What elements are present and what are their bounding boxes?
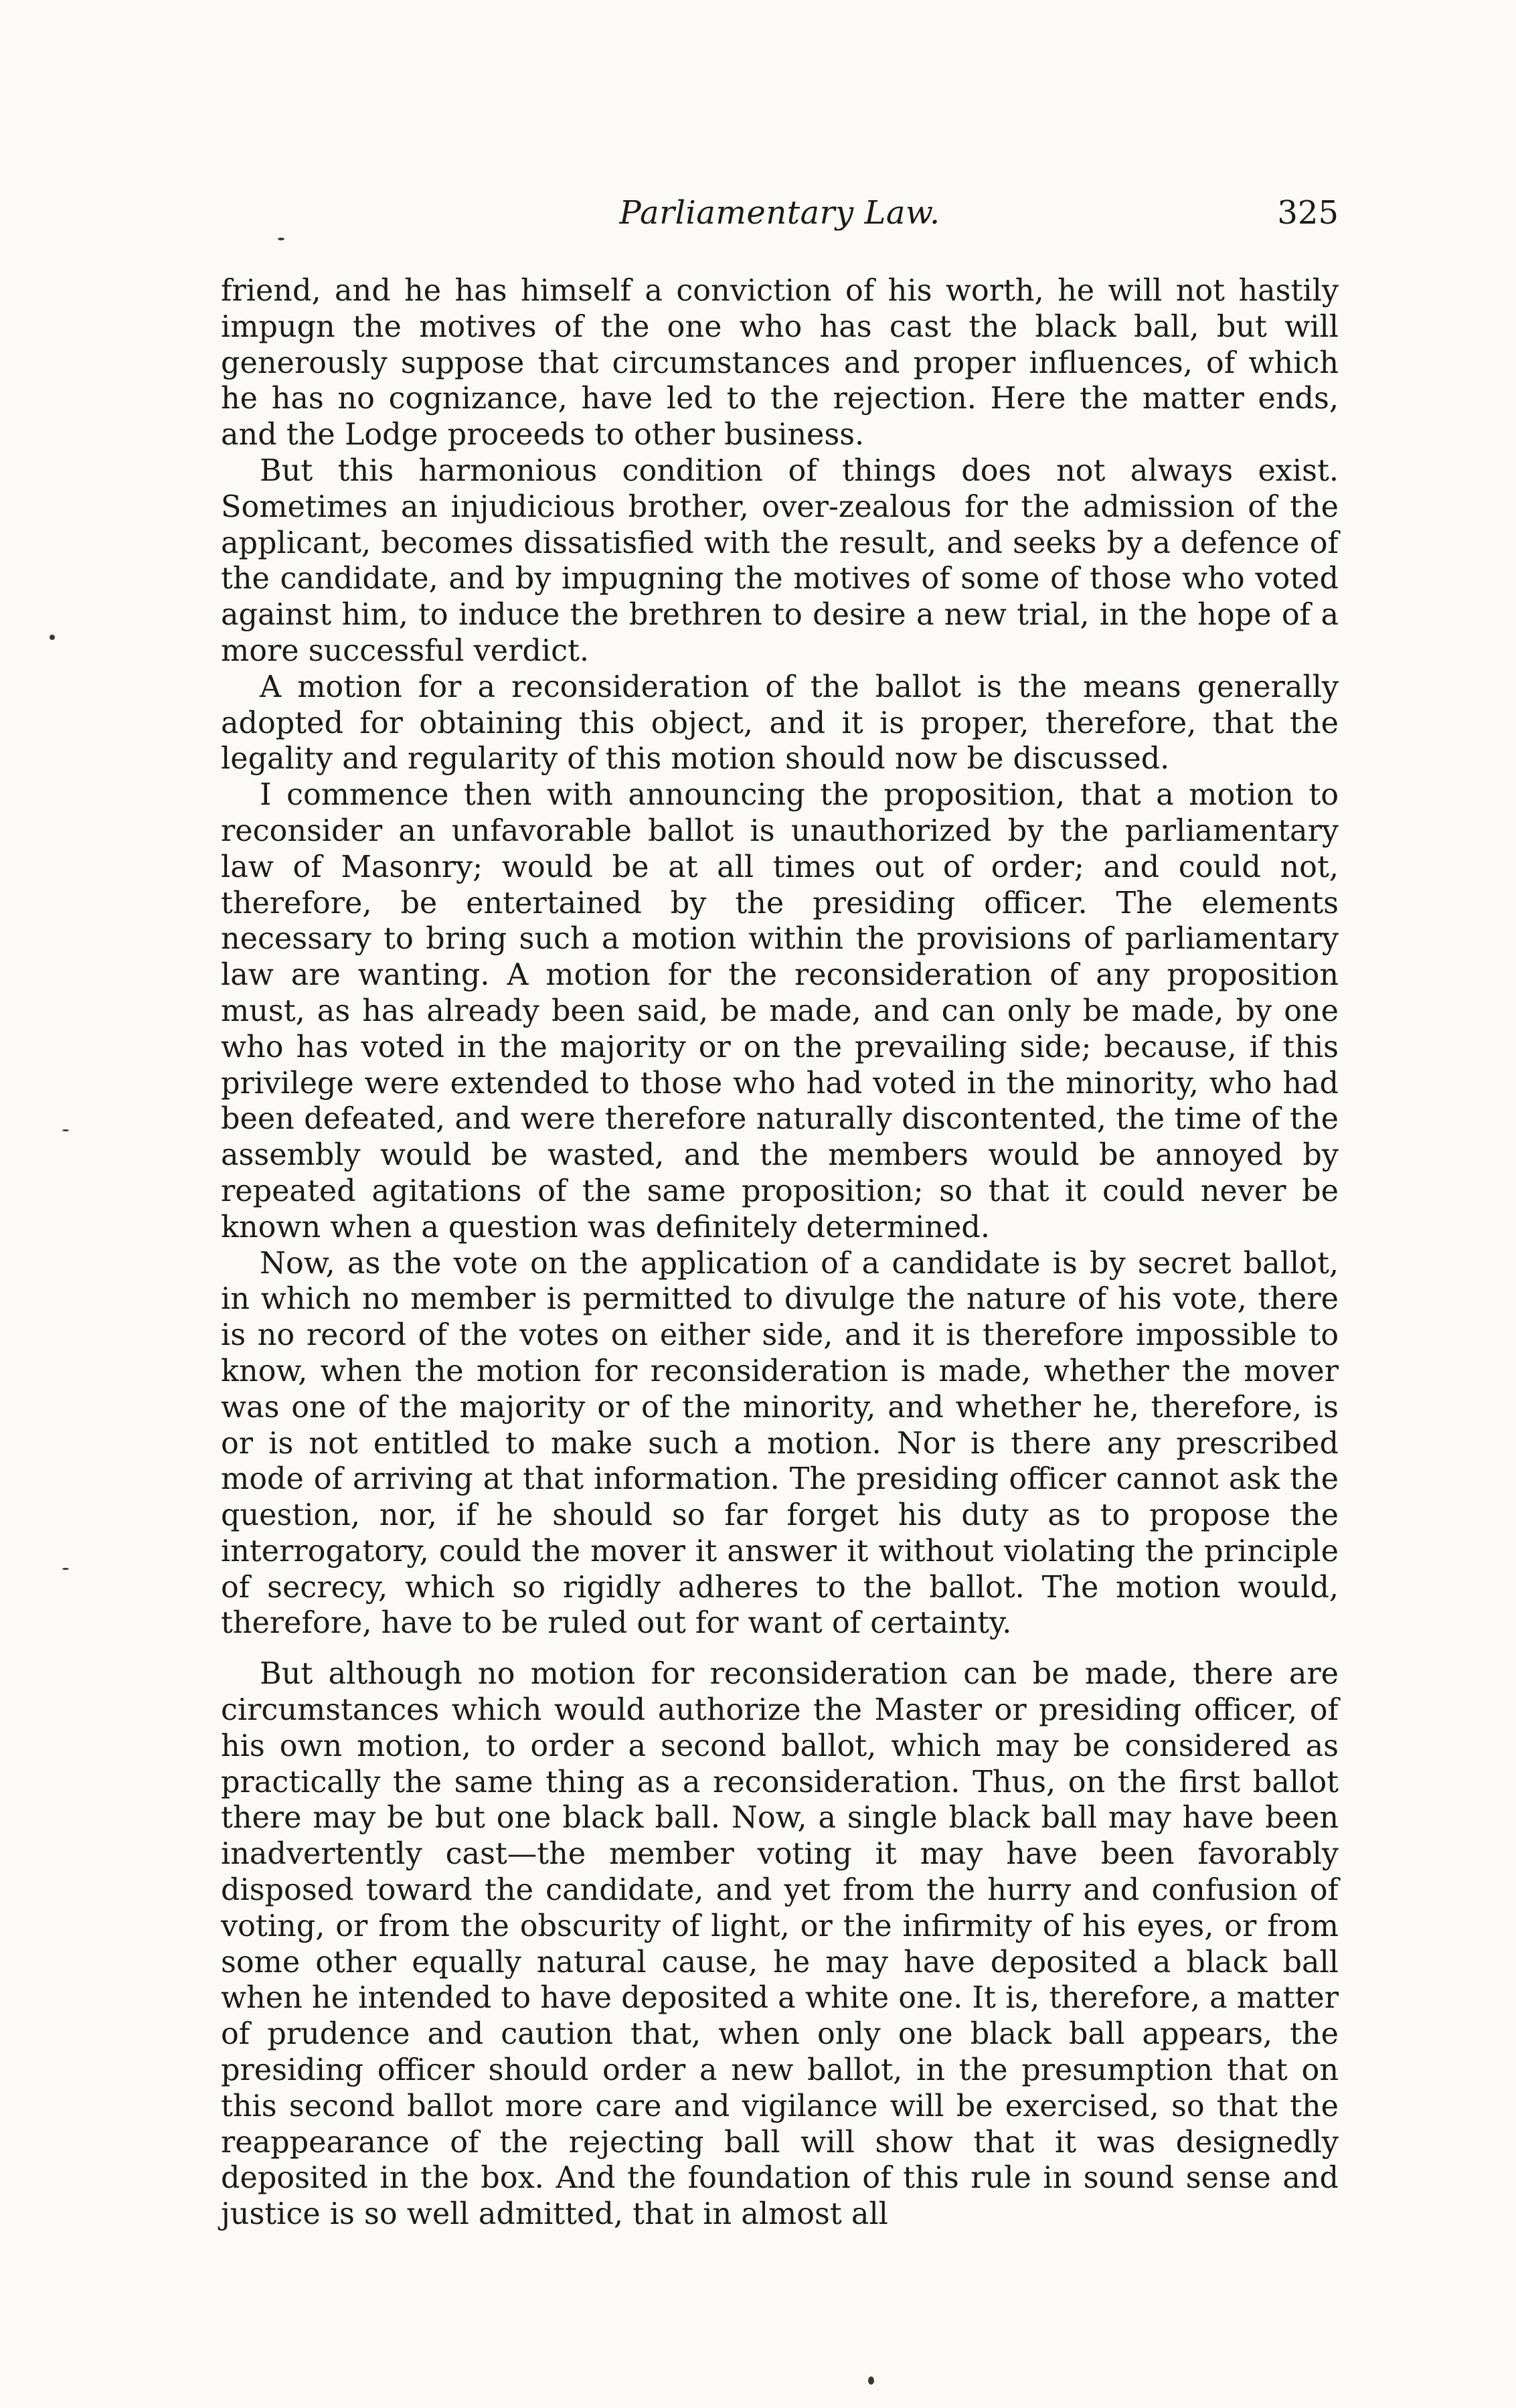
page-number: 325 (1277, 194, 1339, 232)
scan-speck (62, 1568, 69, 1570)
running-title: Parliamentary Law. (619, 194, 940, 232)
scan-speck (868, 2377, 874, 2385)
paragraph: A motion for a reconsideration of the ballot is the means generally adopted for obtaining this object, and it is proper, therefore, that the legality and regularity of this motion should now be discussed. (221, 669, 1339, 777)
scan-speck (50, 635, 55, 640)
body-text (221, 273, 1339, 2233)
paragraph: I commence then with announcing the proposition, that a motion to reconsider an unfavorable ballot is unauthorized by the parliamentary law of Masonry; would be at all times out of order; and could not, therefore, be entertained by the presiding officer. The elements necessary to bring such a motion within the provisions of parliamentary law are wanting. A motion for the reconsideration of any proposition must, as has already been said, be made, and can only be made, by one who has voted in the majority or on the prevailing side; because, if this privilege were extended to those who had voted in the minority, who had been defeated, and were therefore naturally discontented, the time of the assembly would be wasted, and the members would be annoyed by repeated agitations of the same proposition; so that it could never be known when a question was definitely determined. (221, 778, 1339, 1245)
paragraph: Now, as the vote on the application of a candidate is by secret ballot, in which no member is permitted to divulge the nature of his vote, there is no record of the votes on either side, and it is therefore impossible to know, when the motion for reconsideration is made, whether the mover was one of the majority or of the minority, and whether he, therefore, is or is not entitled to make such a motion. Nor is there any prescribed mode of arriving at that information. The presiding officer cannot ask the question, nor, if he should so far forget his duty as to propose the interrogatory, could the mover it answer it without violating the principle of secrecy, which so rigidly adheres to the ballot. The motion would, therefore, have to be ruled out for want of certainty. (221, 1246, 1339, 1641)
paragraph: friend, and he has himself a conviction of his worth, he will not hastily impugn the motives of the one who has cast the black ball, but will generously suppose that circumstances and proper influences, of which he has no cognizance, have led to the rejection. Here the matter ends, and the Lodge proceeds to other business. (221, 274, 1339, 453)
paragraph: But although no motion for reconsideration can be made, there are circumstances which would authorize the Master or presiding officer, of his own motion, to order a second ballot, which may be considered as practically the same thing as a reconsideration. Thus, on the first ballot there may be but one black ball. Now, a single black ball may have been inadvertently cast—the member voting it may have been favorably disposed toward the candidate, and yet from the hurry and confusion of voting, or from the obscurity of light, or the infirmity of his eyes, or from some other equally natural cause, he may have deposited a black ball when he intended to have deposited a white one. It is, therefore, a matter of prudence and caution that, when only one black ball appears, the presiding officer should order a new ballot, in the presumption that on this second ballot more care and vigilance will be exercised, so that the reappearance of the rejecting ball will show that it was designedly deposited in the box. And the foundation of this rule in sound sense and justice is so well admitted, that in almost all (221, 1657, 1339, 2232)
scan-speck (62, 1129, 69, 1131)
page-header (221, 194, 1339, 254)
paragraph: But this harmonious condition of things does not always exist. Sometimes an injudicious brother, over-zealous for the admission of the applicant, becomes dissatisfied with the result, and seeks by a defence of the candidate, and by impugning the motives of some of those who voted against him, to induce the brethren to desire a new trial, in the hope of a more successful verdict. (221, 453, 1339, 668)
scan-speck (278, 238, 284, 240)
